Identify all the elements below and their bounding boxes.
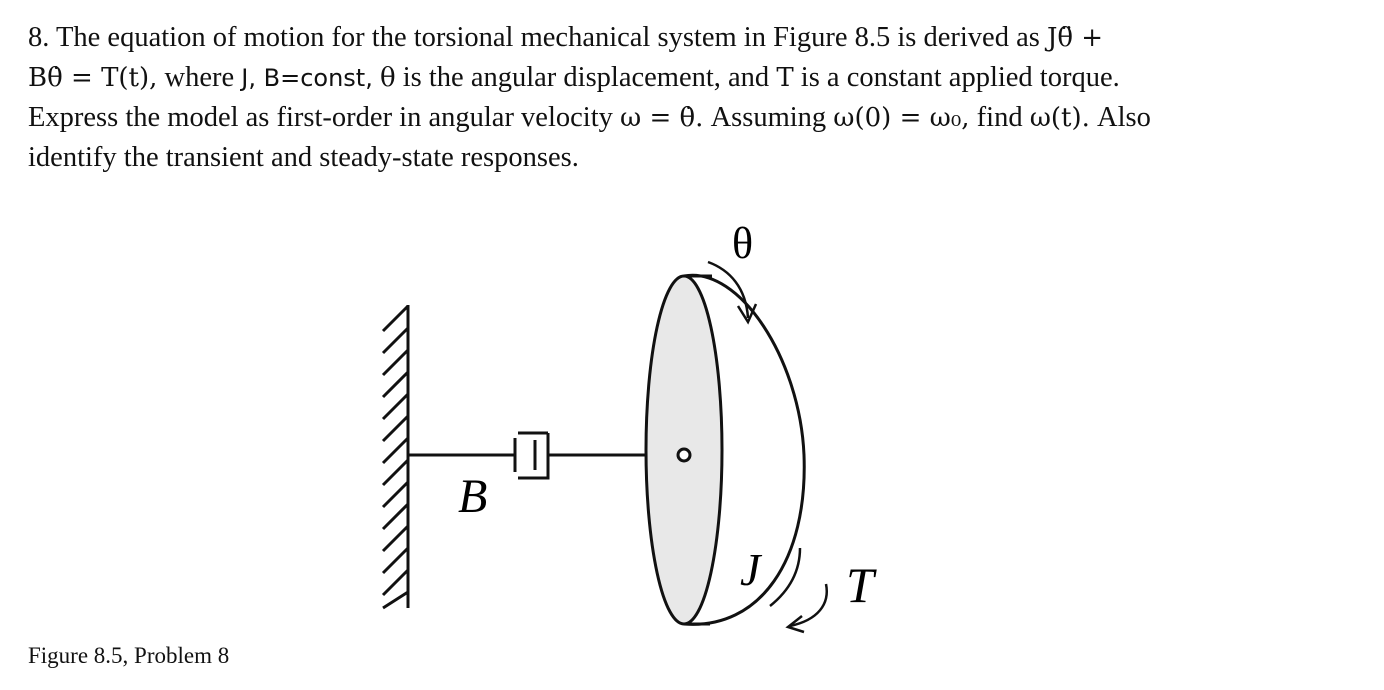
equation-part-2: Bθ̇ = T(t), (28, 63, 158, 93)
omega-t: ω(t). (1029, 103, 1090, 133)
problem-text-2a: where (164, 62, 235, 93)
equation-part-1: Jθ̈ + (1046, 23, 1104, 53)
B-label: B (458, 470, 488, 523)
problem-text-4: identify the transient and steady-state responses. (28, 142, 579, 173)
fixed-wall (383, 305, 408, 608)
problem-text-3c: find (976, 102, 1023, 133)
J-label: J (740, 544, 761, 595)
initial-condition: ω(0) = ω₀, (833, 103, 970, 133)
problem-number: 8. (28, 22, 50, 53)
problem-text-3a: Express the model as first-order in angular velocity (28, 102, 613, 133)
T-label: T (846, 557, 874, 613)
damper-B (408, 433, 678, 478)
problem-text-3b: Assuming (710, 102, 827, 133)
theta-label: θ (732, 219, 754, 268)
problem-text-2f: is a constant applied torque. (800, 62, 1120, 93)
constants-text: J, B=const, (241, 64, 373, 92)
problem-text-2d: is the angular displacement, and (402, 62, 770, 93)
torque-symbol: T (776, 63, 794, 93)
torque-arrow (788, 584, 827, 632)
omega-definition: ω = θ̇. (620, 103, 704, 133)
problem-text-1: The equation of motion for the torsional mechanical system in Figure 8.5 is derived as (56, 22, 1040, 53)
figure-caption: Figure 8.5, Problem 8 (28, 643, 230, 668)
problem-text-3d: Also (1097, 102, 1151, 133)
theta-symbol: θ (379, 63, 396, 93)
